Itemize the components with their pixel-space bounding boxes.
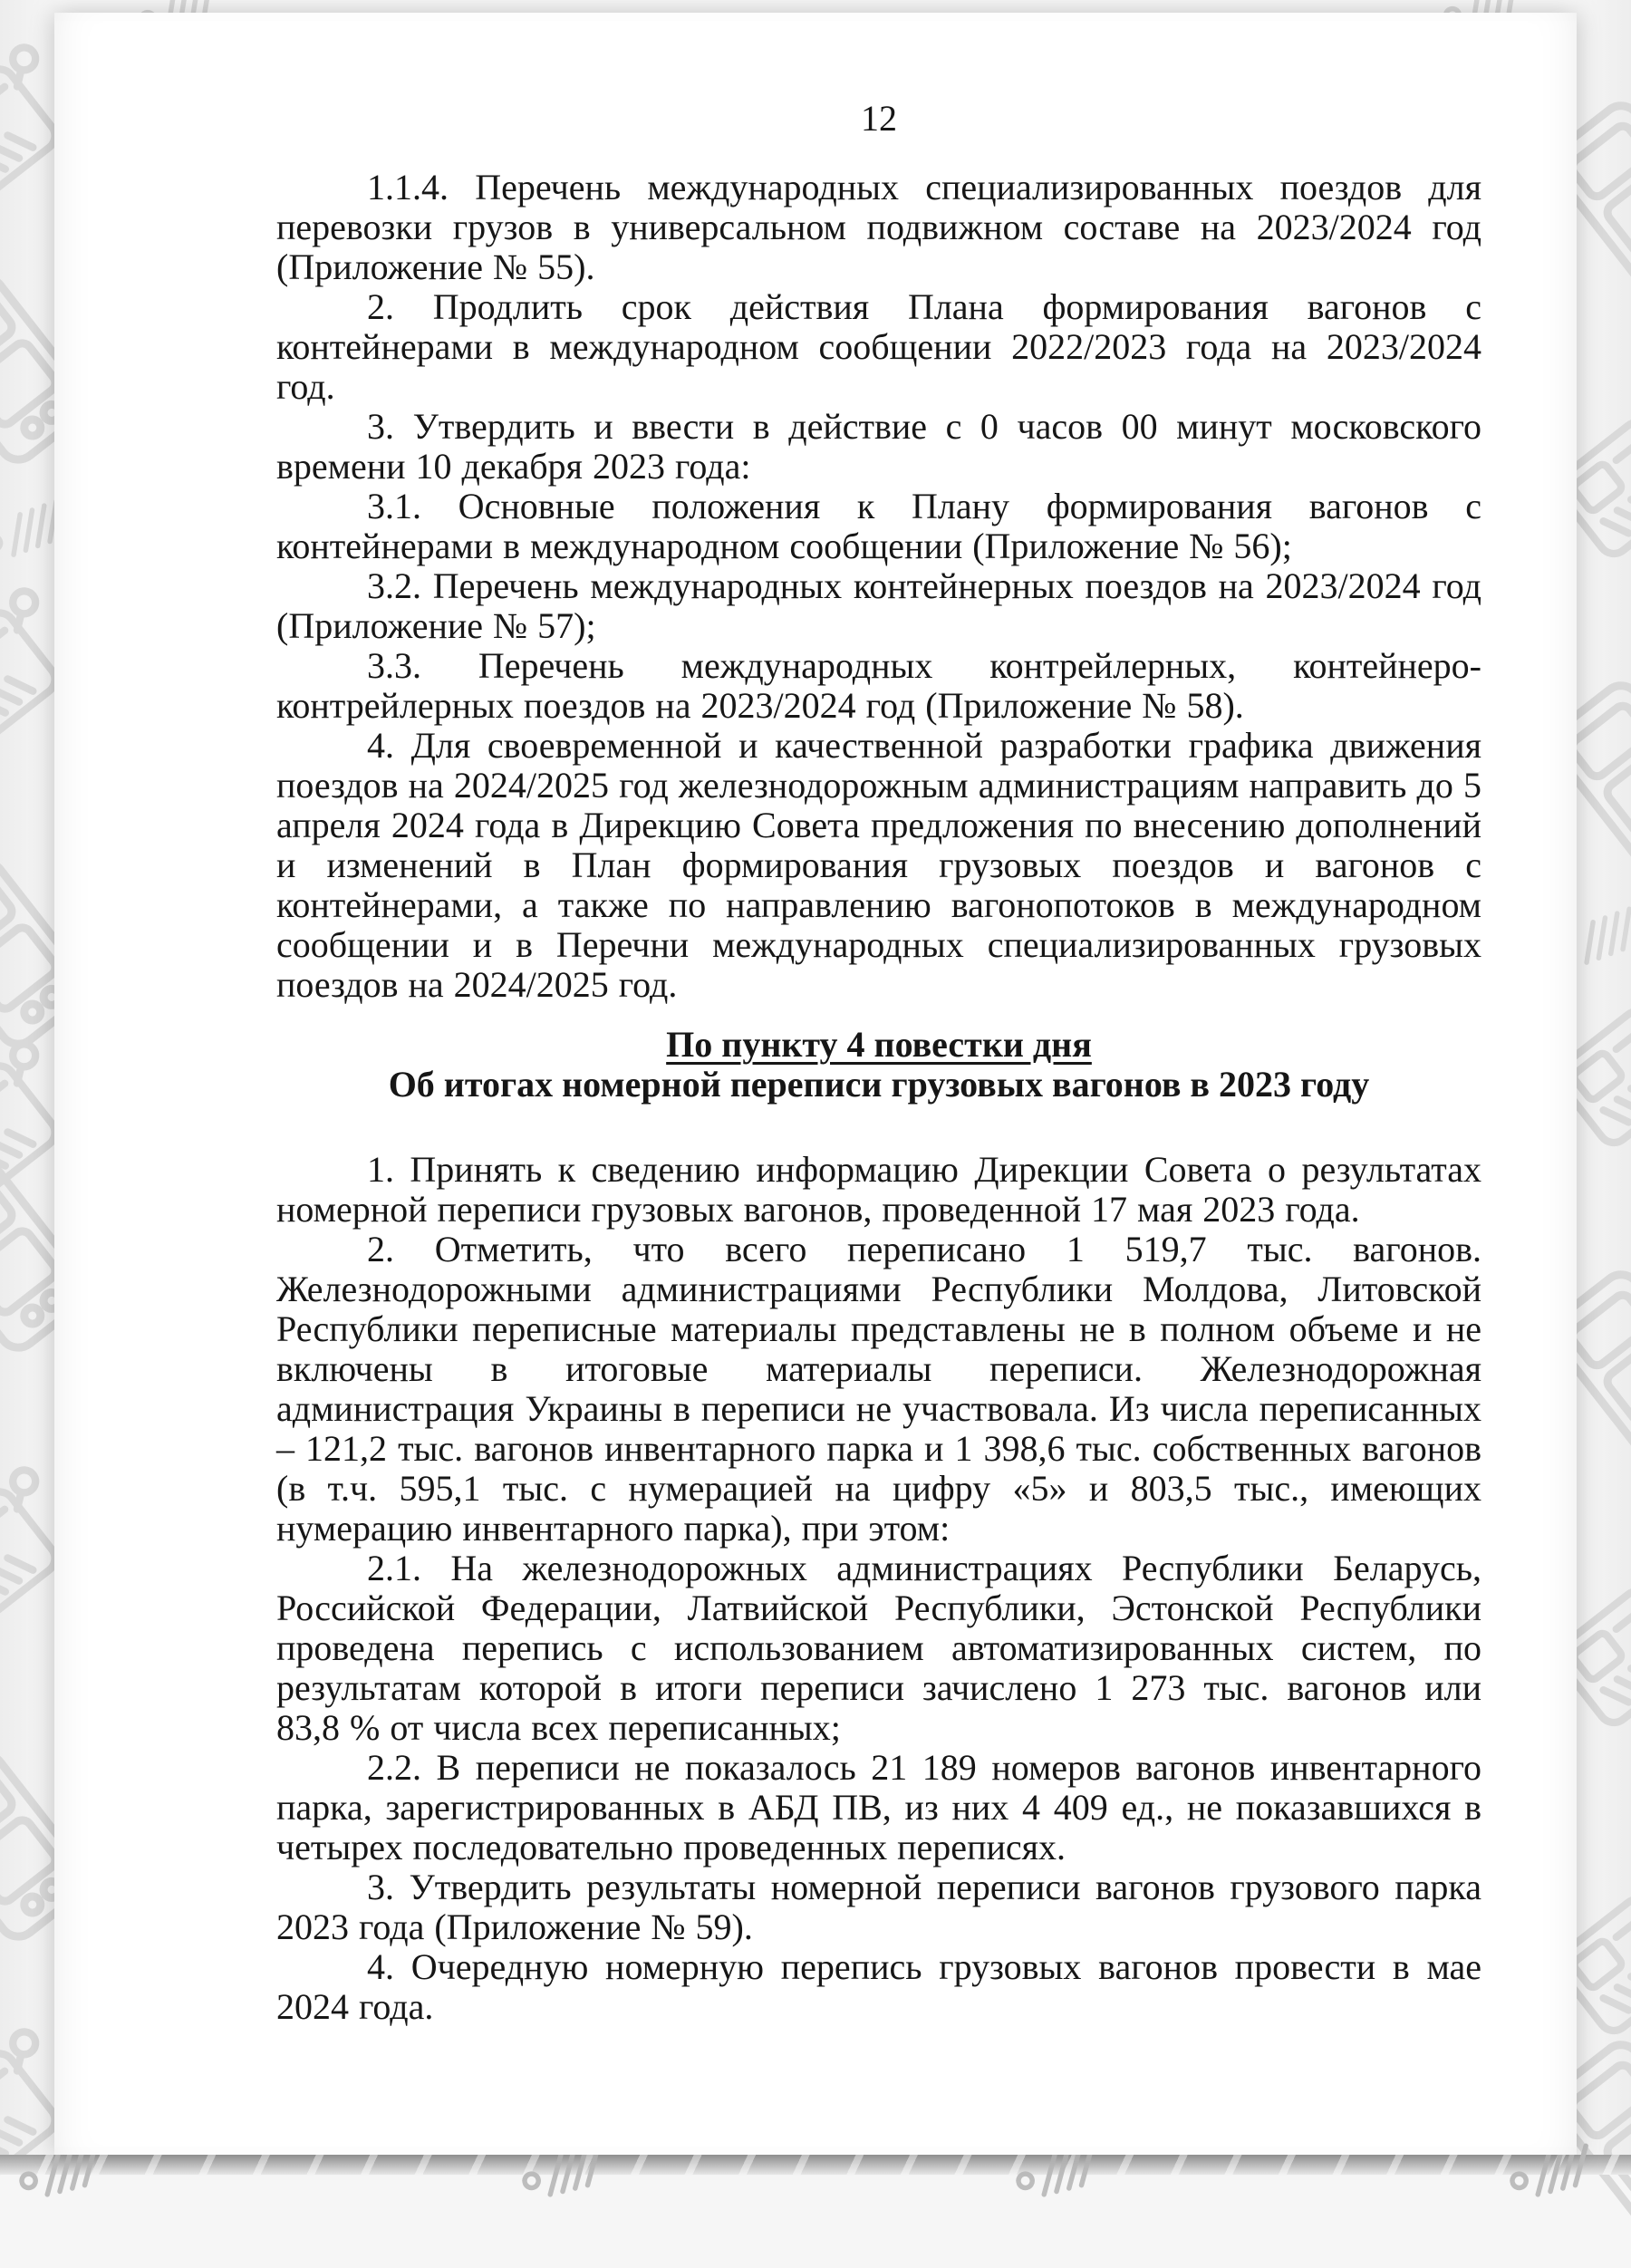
paragraph-2-prolong: 2. Продлить срок действия Плана формирования вагонов с контейнерами в международном сообщении 2022/2023 года на 2023/2024 год.	[276, 286, 1481, 407]
paragraph-3-2: 3.2. Перечень международных контейнерных поездов на 2023/2024 год (Приложение № 57);	[276, 565, 1481, 646]
paragraph-3-3: 3.3. Перечень международных контрейлерных, контейнеро-контрейлерных поездов на 2023/2024 год (Приложение № 58).	[276, 645, 1481, 726]
agenda-item-subheading: Об итогах номерной переписи грузовых вагонов в 2023 году	[388, 1064, 1370, 1105]
paragraph-census-3: 3. Утвердить результаты номерной переписи вагонов грузового парка 2023 года (Приложение № 59).	[276, 1867, 1481, 1947]
paragraph-census-1: 1. Принять к сведению информацию Дирекции Совета о результатах номерной переписи грузовых вагонов, проведенной 17 мая 2023 года.	[276, 1149, 1481, 1230]
paragraph-1-1-4: 1.1.4. Перечень международных специализированных поездов для перевозки грузов в универсальном подвижном составе на 2023/2024 год (Приложение № 55).	[276, 167, 1481, 287]
agenda-item-heading	[276, 1025, 1481, 1065]
paragraph-census-2-2: 2.2. В переписи не показалось 21 189 номеров вагонов инвентарного парка, зарегистрированных в АБД ПВ, из них 4 409 ед., не показавшихся в четырех последовательно проведенных переписях.	[276, 1747, 1481, 1867]
paragraph-3-1: 3.1. Основные положения к Плану формирования вагонов с контейнерами в международном сообщении (Приложение № 56);	[276, 486, 1481, 566]
paragraph-census-2: 2. Отметить, что всего переписано 1 519,7 тыс. вагонов. Железнодорожными администрациями Республики Молдова, Литовской Республики переписные материалы представлены не в полном объеме и не включены в итоговые материалы переписи. Железнодорожная администрация Украины в переписи не участвовала. Из числа переписанных – 121,2 тыс. вагонов инвентарного парка и 1 398,6 тыс. собственных вагонов (в т.ч. 595,1 тыс. с нумерацией на цифру «5» и 803,5 тыс., имеющих нумерацию инвентарного парка), при этом:	[276, 1229, 1481, 1549]
paragraph-census-2-1: 2.1. На железнодорожных администрациях Республики Беларусь, Российской Федерации, Латвийской Республики, Эстонской Республики проведена перепись с использованием автоматизированных систем, по результатам которой в итоги переписи зачислено 1 273 тыс. вагонов или 83,8 % от числа всех переписанных;	[276, 1548, 1481, 1748]
document-page	[54, 13, 1577, 2155]
paragraph-census-4: 4. Очередную номерную перепись грузовых вагонов провести в мае 2024 года.	[276, 1946, 1481, 2027]
paragraph-4-schedule: 4. Для своевременной и качественной разработки графика движения поездов на 2024/2025 год железнодорожным администрациям направить до 5 апреля 2024 года в Дирекцию Совета предложения по внесению дополнений и изменений в План формирования грузовых поездов и вагонов с контейнерами, а также по направлению вагонопотоков в международном сообщении и в Перечни международных специализированных грузовых поездов на 2024/2025 год.	[276, 725, 1481, 1005]
paragraph-3-approve: 3. Утвердить и ввести в действие с 0 часов 00 минут московского времени 10 декабря 2023 года:	[276, 406, 1481, 487]
agenda-item-heading-text: По пункту 4 повестки дня	[666, 1024, 1092, 1065]
page-number: 12	[861, 98, 897, 139]
bottom-edge-shadow	[0, 2155, 1631, 2175]
